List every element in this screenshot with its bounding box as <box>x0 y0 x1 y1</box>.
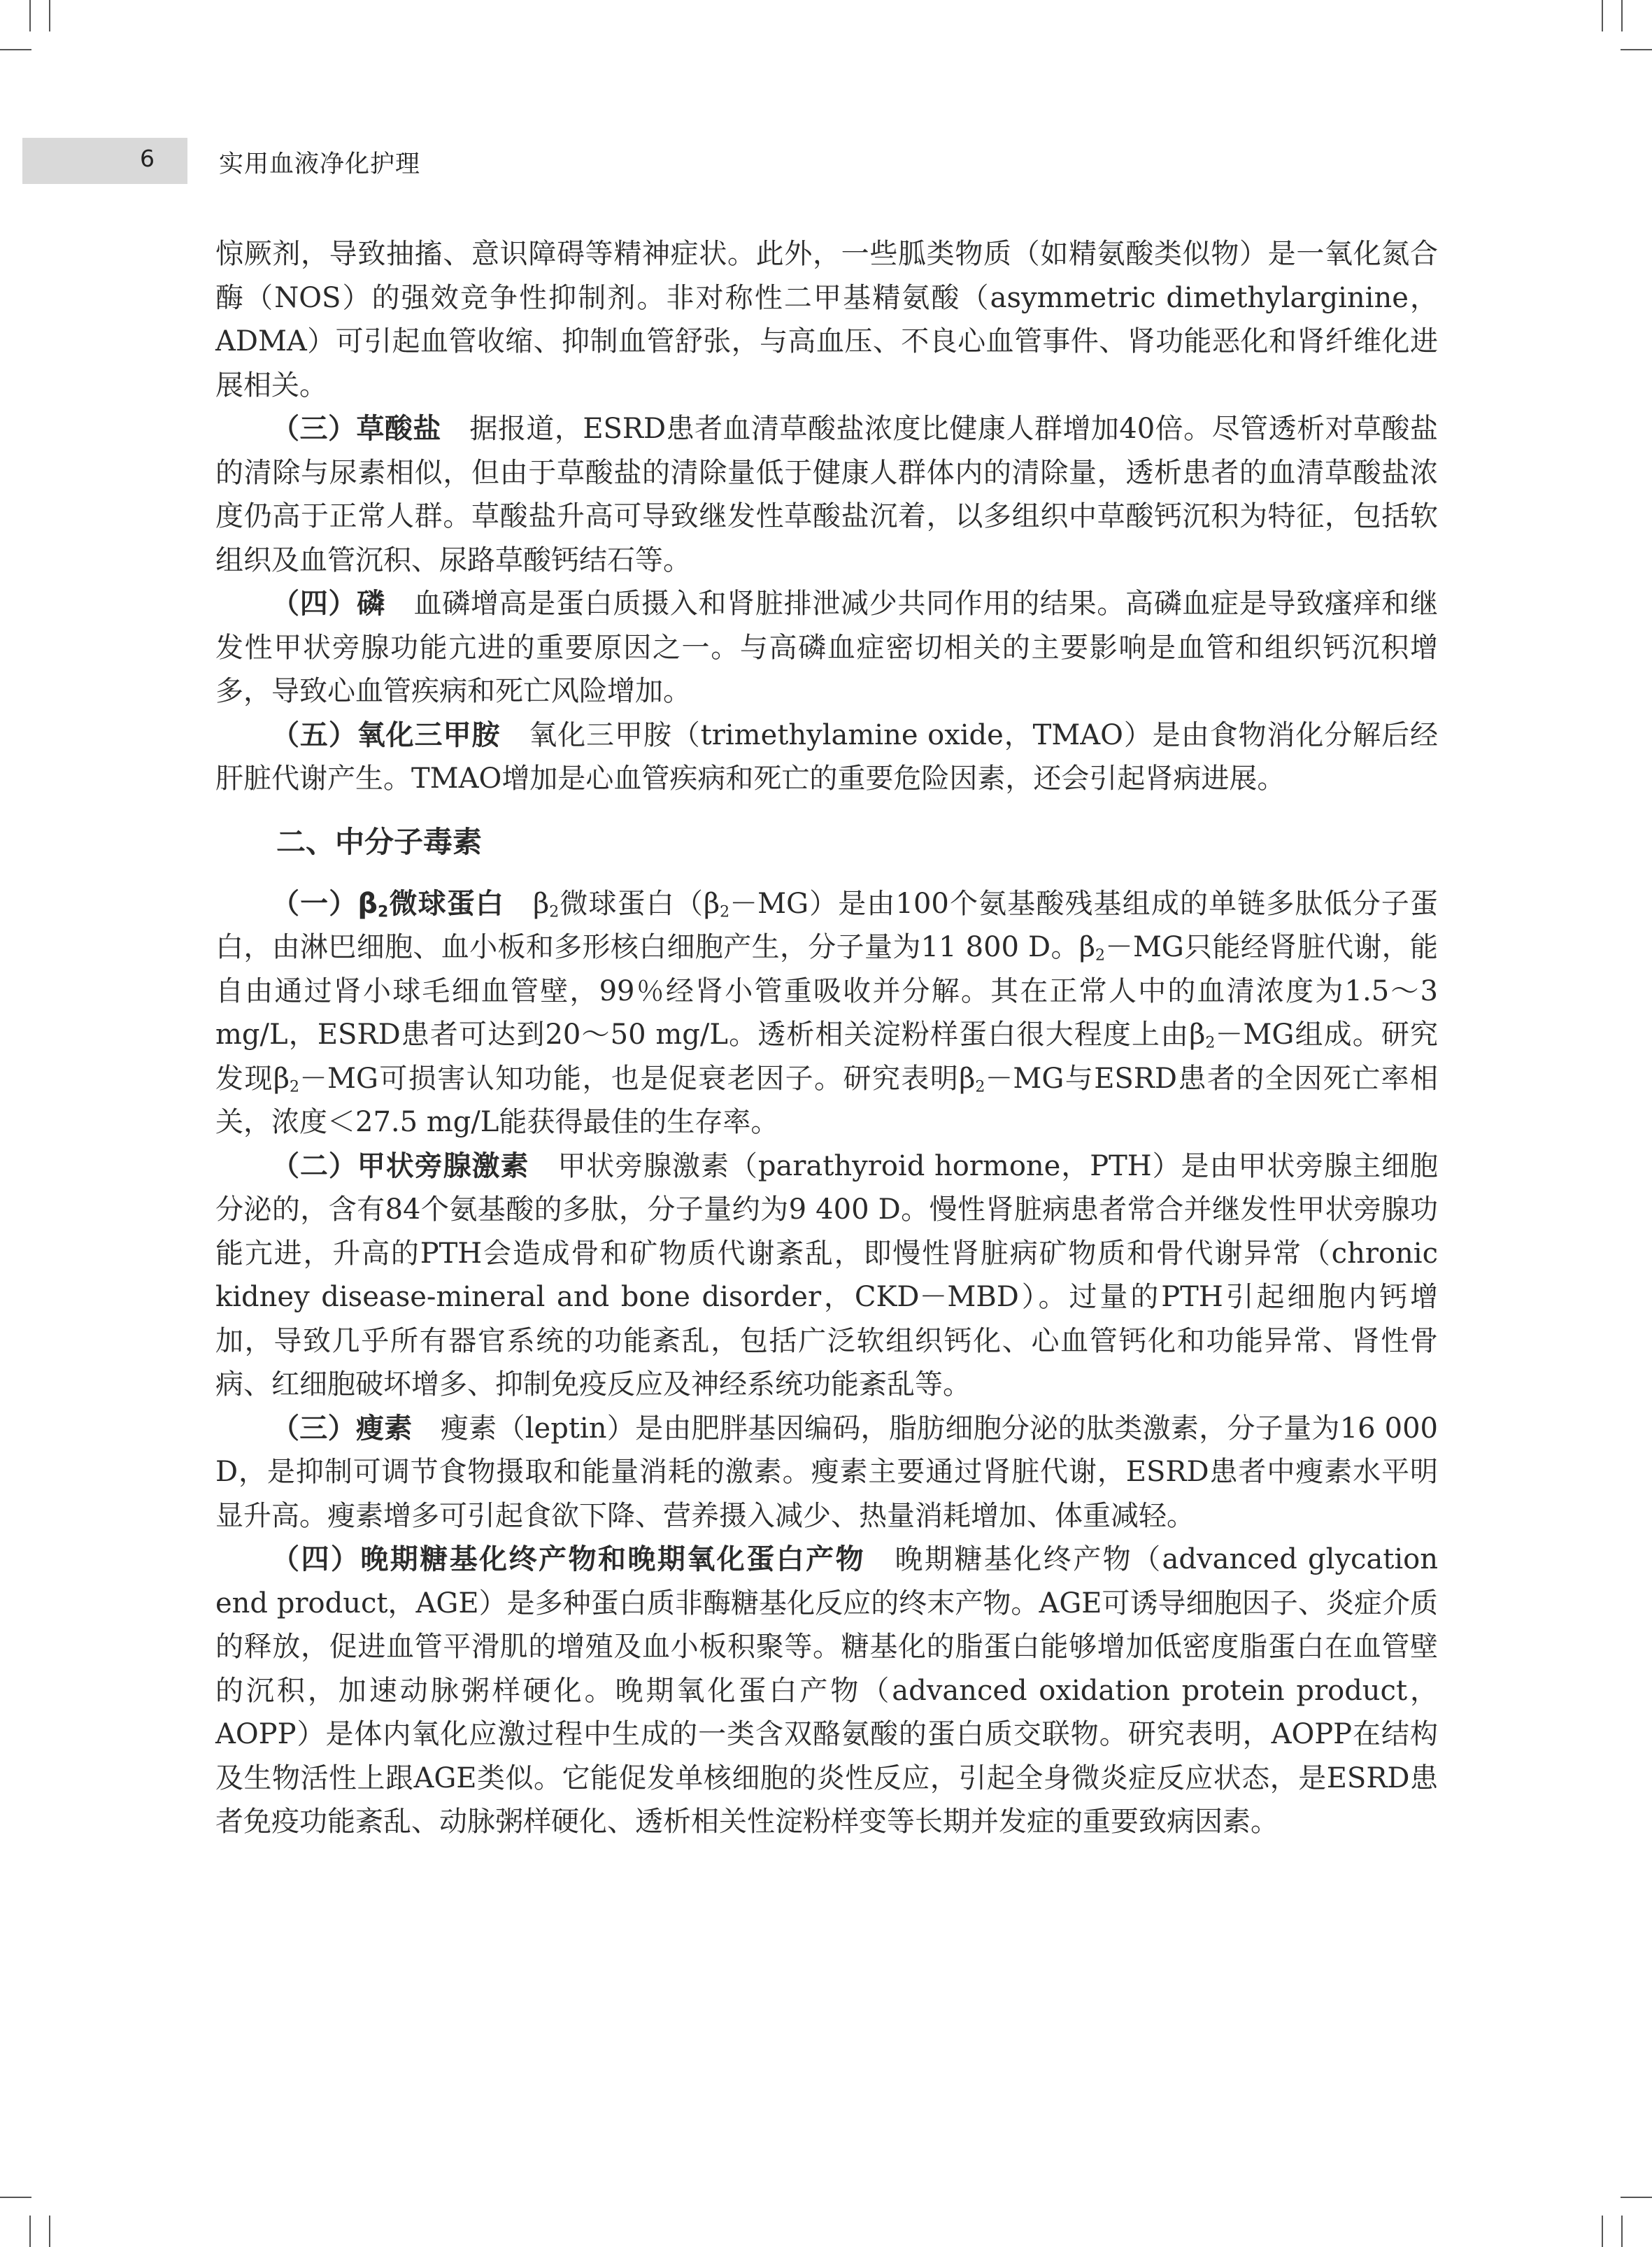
crop-mark-bottom-right-horizontal <box>1621 2197 1652 2198</box>
b2-sub-6: 2 <box>975 1078 985 1096</box>
b2-text-5: －MG组成。研究发现β <box>215 1019 1438 1095</box>
b2-text-6: －MG可损害认知功能，也是促衰老因子。研究表明β <box>299 1062 976 1095</box>
subheading-tmao: （五）氧化三甲胺 <box>271 718 501 751</box>
subheading-b2-microglobulin <box>271 888 504 920</box>
paragraph-phosphorus-text: 血磷增高是蛋白质摄入和肾脏排泄减少共同作用的结果。高磷血症是导致瘙痒和继发性甲状旁腺功能亢进的重要原因之一。与高磷血症密切相关的主要影响是血管和组织钙沉积增多，导致心血管疾病和死亡风险增加。 <box>215 588 1439 707</box>
page-number: 6 <box>140 145 155 172</box>
subheading-pth: （二）甲状旁腺激素 <box>271 1149 529 1182</box>
paragraph-leptin <box>215 1407 1438 1538</box>
subheading-oxalate: （三）草酸盐 <box>271 413 441 445</box>
b2-text-4: －MG只能经肾脏代谢，能自由通过肾小球毛细血管壁，99％经肾小管重吸收并分解。其在正常人中的血清浓度为1.5～3 mg/L，ESRD患者可达到20～50 mg/L。透析相关淀粉样蛋白很大程度上由β <box>215 931 1438 1051</box>
crop-mark-top-left-vertical-2 <box>49 0 50 31</box>
b2-text-2: 微球蛋白（β <box>559 887 720 920</box>
b2-text-1: β <box>504 887 550 920</box>
crop-mark-top-left-vertical <box>29 0 31 31</box>
b2-sub-2: 2 <box>720 903 730 921</box>
crop-mark-bottom-left-vertical <box>29 2216 31 2247</box>
crop-mark-bottom-left-vertical-2 <box>49 2216 50 2247</box>
subheading-age-aopp: （四）晚期糖基化终产物和晚期氧化蛋白产物 <box>271 1543 866 1575</box>
header-band <box>22 138 187 184</box>
b2-sub-5: 2 <box>290 1078 300 1096</box>
running-title: 实用血液净化护理 <box>219 150 421 178</box>
paragraph-phosphorus <box>215 582 1438 714</box>
b2-text-3: －MG）是由100个氨基酸残基组成的单链多肽低分子蛋白，由淋巴细胞、血小板和多形核白细胞产生，分子量为11 800 D。β <box>215 887 1439 963</box>
section-title-middle-molecule-toxins: 二、中分子毒素 <box>276 824 483 859</box>
subheading-leptin: （三）瘦素 <box>271 1412 413 1445</box>
crop-mark-top-right-vertical <box>1602 0 1603 31</box>
crop-mark-top-right-vertical-2 <box>1621 0 1623 31</box>
subheading-b2-post: 微球蛋白 <box>388 887 504 920</box>
subheading-phosphorus: （四）磷 <box>271 588 385 620</box>
paragraph-oxalate <box>215 407 1438 582</box>
b2-sub-3: 2 <box>1095 947 1105 965</box>
paragraph-oxalate-text: 据报道，ESRD患者血清草酸盐浓度比健康人群增加40倍。尽管透析对草酸盐的清除与尿素相似，但由于草酸盐的清除量低于健康人群体内的清除量，透析患者的血清草酸盐浓度仍高于正常人群。草酸盐升高可导致继发性草酸盐沉着，以多组织中草酸钙沉积为特征，包括软组织及血管沉积、尿路草酸钙结石等。 <box>215 413 1439 576</box>
paragraph-age-aopp-text: 晚期糖基化终产物（advanced glycation end product，AGE）是多种蛋白质非酶糖基化反应的终末产物。AGE可诱导细胞因子、炎症介质的释放，促进血管平滑肌的增殖及血小板积聚等。糖基化的脂蛋白能够增加低密度脂蛋白在血管壁的沉积，加速动脉粥样硬化。晚期氧化蛋白产物（advanced oxidation protein product，AOPP）是体内氧化应激过程中生成的一类含双酪氨酸的蛋白质交联物。研究表明，AOPP在结构及生物活性上跟AGE类似。它能促发单核细胞的炎性反应，引起全身微炎症反应状态，是ESRD患者免疫功能紊乱、动脉粥样硬化、透析相关性淀粉样变等长期并发症的重要致病因素。 <box>215 1543 1439 1838</box>
paragraph-pth <box>215 1144 1438 1407</box>
paragraph-pth-text: 甲状旁腺激素（parathyroid hormone，PTH）是由甲状旁腺主细胞分泌的，含有84个氨基酸的多肽，分子量约为9 400 D。慢性肾脏病患者常合并继发性甲状旁腺功能亢进，升高的PTH会造成骨和矿物质代谢紊乱，即慢性肾脏病矿物质和骨代谢异常（chronic kidney disease-mineral and bone disorder，CKD－MBD）。过量的PTH引起细胞内钙增加，导致几乎所有器官系统的功能紊乱，包括广泛软组织钙化、心血管钙化和功能异常、肾性骨病、红细胞破坏增多、抑制免疫反应及神经系统功能紊乱等。 <box>215 1149 1439 1401</box>
subheading-b2-pre: （一）β <box>271 887 378 920</box>
b2-sub-1: 2 <box>549 903 560 921</box>
paragraph-age-aopp <box>215 1538 1438 1844</box>
crop-mark-top-right-horizontal <box>1621 49 1652 50</box>
paragraph-leptin-text: 瘦素（leptin）是由肥胖基因编码，脂肪细胞分泌的肽类激素，分子量为16 000 D，是抑制可调节食物摄取和能量消耗的激素。瘦素主要通过肾脏代谢，ESRD患者中瘦素水平明显升高。瘦素增多可引起食欲下降、营养摄入减少、热量消耗增加、体重减轻。 <box>215 1412 1438 1532</box>
b2-text-7: －MG与ESRD患者的全因死亡率相关，浓度＜27.5 mg/L能获得最佳的生存率。 <box>215 1062 1438 1138</box>
crop-mark-top-left-horizontal <box>0 49 31 50</box>
crop-mark-bottom-right-vertical <box>1602 2216 1603 2247</box>
paragraph-tmao-text: 氧化三甲胺（trimethylamine oxide，TMAO）是由食物消化分解后经肝脏代谢产生。TMAO增加是心血管疾病和死亡的重要危险因素，还会引起肾病进展。 <box>215 718 1439 795</box>
paragraph-b2-microglobulin <box>215 882 1438 1144</box>
crop-mark-bottom-right-vertical-2 <box>1621 2216 1623 2247</box>
paragraph-tmao <box>215 714 1438 801</box>
page-body <box>215 232 1438 1844</box>
crop-mark-bottom-left-horizontal <box>0 2197 31 2198</box>
subheading-b2-sub: 2 <box>378 903 389 921</box>
paragraph-intro: 惊厥剂，导致抽搐、意识障碍等精神症状。此外，一些胍类物质（如精氨酸类似物）是一氧化氮合酶（NOS）的强效竞争性抑制剂。非对称性二甲基精氨酸（asymmetric dimethylarginine，ADMA）可引起血管收缩、抑制血管舒张，与高血压、不良心血管事件、肾功能恶化和肾纤维化进展相关。 <box>215 238 1438 402</box>
b2-sub-4: 2 <box>1205 1034 1216 1052</box>
